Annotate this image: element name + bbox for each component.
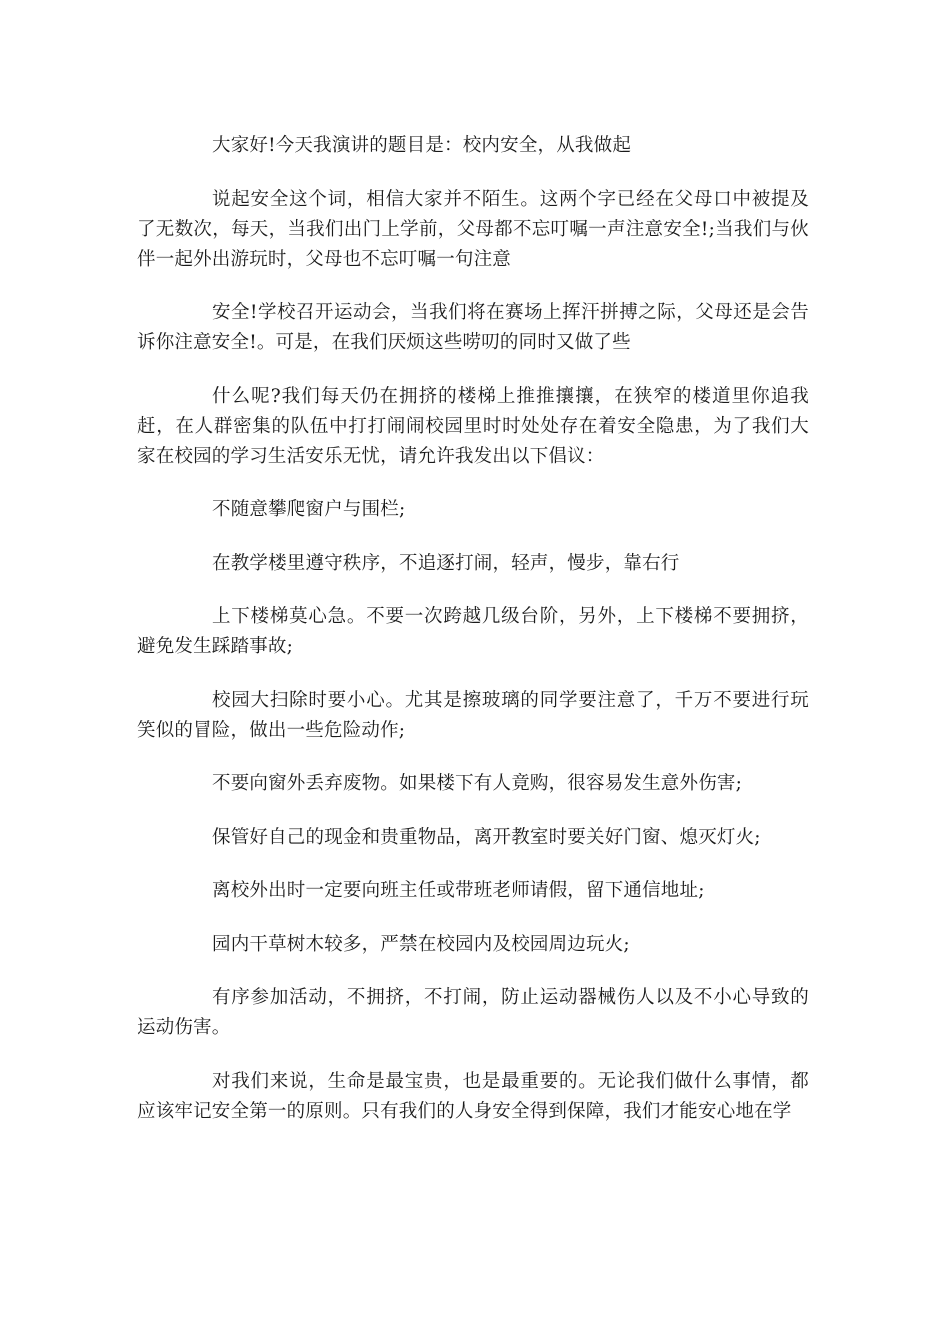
speech-body: [137, 131, 809, 1150]
paragraph: 对我们来说，生命是最宝贵，也是最重要的。无论我们做什么事情，都应该牢记安全第一的原则。只有我们的人身安全得到保障，我们才能安心地在学: [137, 1070, 809, 1122]
paragraph: 安全!学校召开运动会，当我们将在赛场上挥汗拼搏之际，父母还是会告诉你注意安全!。可是，在我们厌烦这些唠叨的同时又做了些: [137, 302, 809, 353]
proposal-item: 离校外出时一定要向班主任或带班老师请假，留下通信地址;: [212, 880, 705, 901]
paragraph: 什么呢?我们每天仍在拥挤的楼梯上推推攘攘，在狭窄的楼道里你追我赶，在人群密集的队伍中打打闹闹校园里时时处处存在着安全隐患，为了我们大家在校园的学习生活安乐无忧，请允许我发出以下倡议：: [137, 385, 809, 467]
paragraph-title-line: 大家好!今天我演讲的题目是：校内安全，从我做起: [212, 135, 632, 156]
proposal-item: 不要向窗外丢弃废物。如果楼下有人竟购，很容易发生意外伤害;: [212, 773, 743, 794]
proposal-item: 不随意攀爬窗户与围栏;: [212, 499, 406, 520]
proposal-item: 校园大扫除时要小心。尤其是擦玻璃的同学要注意了，千万不要进行玩笑似的冒险，做出一些危险动作;: [137, 689, 809, 741]
proposal-item: 保管好自己的现金和贵重物品，离开教室时要关好门窗、熄灭灯火;: [212, 826, 761, 848]
proposal-item: 园内干草树木较多，严禁在校园内及校园周边玩火;: [212, 933, 630, 955]
proposal-item: 有序参加活动，不拥挤，不打闹，防止运动器械伤人以及不小心导致的运动伤害。: [137, 987, 809, 1038]
proposal-item: 在教学楼里遵守秩序，不追逐打闹，轻声，慢步，靠右行: [212, 552, 680, 574]
proposal-item: 上下楼梯莫心急。不要一次跨越几级台阶，另外，上下楼梯不要拥挤，避免发生踩踏事故;: [137, 606, 809, 657]
paragraph: 说起安全这个词，相信大家并不陌生。这两个字已经在父母口中被提及了无数次，每天，当我们出门上学前，父母都不忘叮嘱一声注意安全!;当我们与伙伴一起外出游玩时，父母也不忘叮嘱一句注意: [137, 188, 809, 270]
